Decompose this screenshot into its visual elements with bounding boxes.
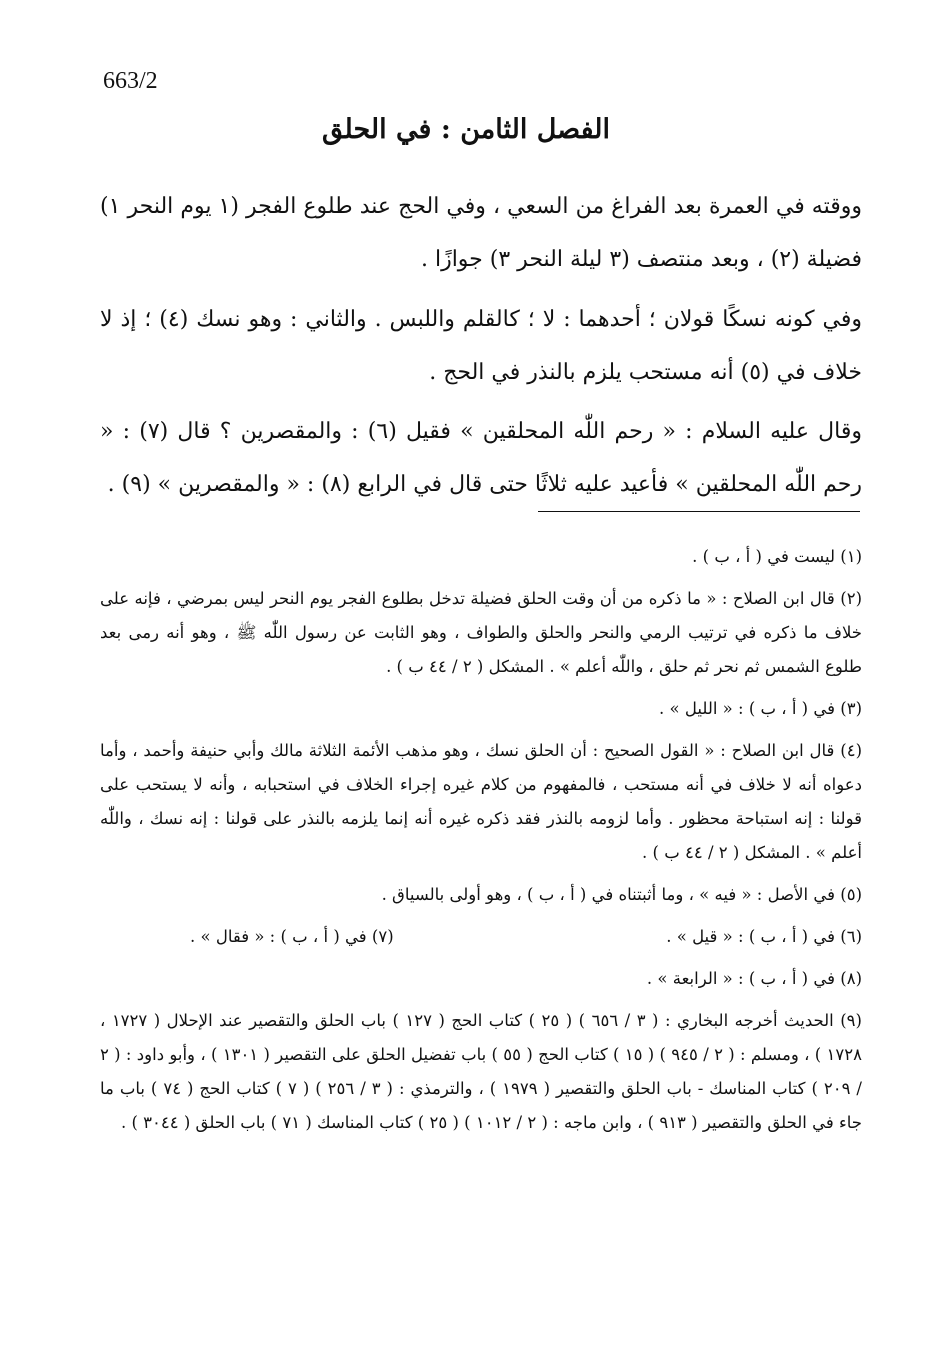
paragraph-3: وقال عليه السلام : « رحم اللّٰه المحلقين » فقيل (٦) : والمقصرين ؟ قال (٧) : « رحم اللّٰه المحلقين » فأعيد عليه ثلاثًا حتى قال في الرابع (٨) : « والمقصرين » (٩) . [100, 419, 862, 497]
footnote-6: (٦) في ( أ ، ب ) : « قيل » . [666, 927, 862, 946]
footnote-2: (٢) قال ابن الصلاح : « ما ذكره من أن وقت الحلق فضيلة تدخل بطلوع الفجر يوم النحر ليس بمرضي ، فإنه على خلاف ما ذكره في ترتيب الرمي والنحر والحلق والطواف ، وهو الثابت عن رسول اللّٰه ﷺ ، وهو أنه رمى بعد طلوع الشمس ثم نحر ثم حلق ، واللّٰه أعلم » . المشكل ( ٢ / ٤٤ ب ) . [100, 589, 862, 676]
footnote-row-6-7 [100, 920, 862, 954]
footnote-9: (٩) الحديث أخرجه البخاري : ( ٣ / ٦٥٦ ) ( ٢٥ ) كتاب الحج ( ١٢٧ ) باب الحلق والتقصير عند الإحلال ( ١٧٢٧ ، ١٧٢٨ ) ، ومسلم : ( ٢ / ٩٤٥ ) ( ١٥ ) كتاب الحج ( ٥٥ ) باب تفضيل الحلق على التقصير ( ١٣٠١ ) ، وأبو داود : ( ٢ / ٢٠٩ ) كتاب المناسك - باب الحلق والتقصير ( ١٩٧٩ ) ، والترمذي : ( ٣ / ٢٥٦ ) ( ٧ ) كتاب الحج ( ٧٤ ) باب ما جاء في الحلق والتقصير ( ٩١٣ ) ، وابن ماجه : ( ٢ / ١٠١٢ ) ( ٢٥ ) كتاب المناسك ( ٧١ ) باب الحلق ( ٣٠٤٤ ) . [100, 1011, 862, 1132]
paragraph-1: ووقته في العمرة بعد الفراغ من السعي ، وفي الحج عند طلوع الفجر (١ يوم النحر ١) فضيلة (٢) ، وبعد منتصف (٣ ليلة النحر ٣) جوازًا . [100, 194, 862, 272]
footnote-8: (٨) في ( أ ، ب ) : « الرابعة » . [646, 969, 862, 988]
footnote-5: (٥) في الأصل : « فيه » ، وما أثبتناه في ( أ ، ب ) ، وهو أولى بالسياق . [381, 885, 862, 904]
chapter-title: الفصل الثامن : في الحلق [322, 114, 610, 145]
footnote-4: (٤) قال ابن الصلاح : « القول الصحيح : أن الحلق نسك ، وهو مذهب الأئمة الثلاثة مالك وأبي حنيفة وأحمد ، وأما دعواه أنه لا خلاف في أنه مستحب ، فالمفهوم من كلام غيره إجراء الخلاف في استحبابه ، وأنه لا يستحب على قولنا : إنه استباحة محظور . وأما لزومه بالنذر فقد ذكره غيره أنه إنما يلزمه بالنذر على قولنا : إنه نسك ، واللّٰه أعلم » . المشكل ( ٢ / ٤٤ ب ) . [100, 741, 862, 862]
footnotes [100, 540, 862, 1148]
footnote-separator [538, 511, 860, 512]
paragraph-2: وفي كونه نسكًا قولان ؛ أحدهما : لا ؛ كالقلم واللبس . والثاني : وهو نسك (٤) ؛ إذ لا خلاف في (٥) أنه مستحب يلزم بالنذر في الحج . [100, 307, 863, 385]
page-number: 663/2 [103, 68, 158, 94]
footnote-1: (١) ليست في ( أ ، ب ) . [692, 547, 862, 566]
footnote-7: (٧) في ( أ ، ب ) : « فقال » . [190, 927, 394, 946]
footnote-3: (٣) في ( أ ، ب ) : « الليل » . [659, 699, 862, 718]
